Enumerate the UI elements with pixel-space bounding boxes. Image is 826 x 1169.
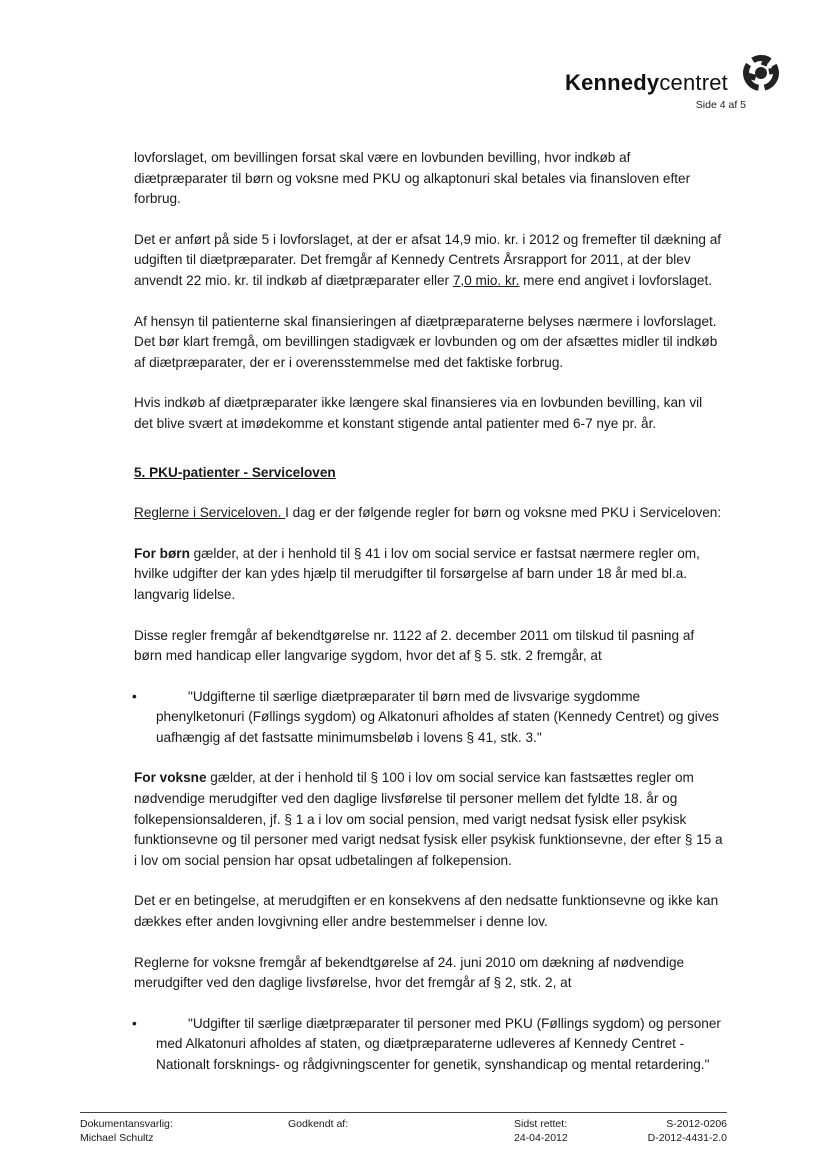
footer-last-edited [514,1117,568,1145]
kennedy-centret-logo-icon [740,52,782,94]
quote-text: "Udgifter til særlige diætpræparater til personer med PKU (Føllings sygdom) og personer med Alkatonuri afholdes af staten, og diætpræparaterne udleveres af Kennedy Centret - Nationalt forsknings- og rådgivningscenter for genetik, synshandicap og mental retardering." [156,1015,721,1072]
paragraph: Reglerne for voksne fremgår af bekendtgørelse af 24. juni 2010 om dækning af nødvendige merudgifter ved den daglige livsførelse, hvor det fremgår af § 2, stk. 2, at [134,954,685,991]
text-run: gælder, at der i henhold til § 100 i lov om social service kan fastsættes regler om nødvendige merudgifter ved den daglige livsførelse til personer mellem det fyldte 18. år og folkepensionsalderen, jf. § 1 a i lov om social pension, med varigt nedsat fysisk eller psykisk funktionsevne og til personer med varigt nedsat fysisk eller psykisk funktionsevne, der efter § 15 a i lov om social pension har opsat udbetalingen af folkepension. [134,770,723,868]
paragraph [134,544,724,606]
bullet-quote [134,1014,724,1076]
page-footer [80,1112,727,1144]
underlined-subheading: Reglerne i Serviceloven. [134,505,286,521]
text-run: mere end angivet i lovforslaget. [519,272,713,288]
footer-label: Dokumentansvarlig: [80,1118,173,1130]
bold-lead: For voksne [134,770,207,786]
bullet-quote [134,687,724,749]
paragraph: Disse regler fremgår af bekendtgørelse nr. 1122 af 2. december 2011 om tilskud til pasning af børn med handicap eller langvarige sygdom, hvor det af § 5. stk. 2 fremgår, at [134,627,695,664]
paragraph: Det er en betingelse, at merudgiften er en konsekvens af den nedsatte funktionsevne og ikke kan dækkes efter anden lovgivning eller andre bestemmelser i denne lov. [134,893,719,930]
bullet-icon: • [132,688,137,704]
page-header [486,52,786,132]
quote-text: "Udgifterne til særlige diætpræparater til børn med de livsvarige sygdomme phenylketonuri (Føllings sygdom) og Alkatonuri afholdes af staten (Kennedy Centret) og gives uafhængig af det fastsatte minimumsbeløb i lovens § 41, stk. 3." [156,688,719,745]
brand-name [565,70,728,96]
brand-name-bold: Kennedy [565,70,660,95]
text-run: gælder, at der i henhold til § 41 i lov om social service er fastsat nærmere regler om, hvilke udgifter der kan ydes hjælp til merudgifter til forsørgelse af barn under 18 år med bl.a. langvarig lidelse. [134,545,700,602]
footer-value: 24-04-2012 [514,1132,568,1144]
paragraph: Hvis indkøb af diætpræparater ikke længere skal finansieres via en lovbunden bevilling, kan vil det blive svært at imødekomme et konstant stigende antal patienter med 6-7 nye pr. år. [134,395,703,431]
section-heading: 5. PKU-patienter - Serviceloven [134,464,336,480]
page-number: Side 4 af 5 [695,99,746,111]
footer-responsible [80,1117,173,1145]
document-body [134,148,724,1096]
footer-value: S-2012-0206 [666,1118,727,1130]
paragraph: lovforslaget, om bevillingen forsat skal være en lovbunden bevilling, hvor indkøb af diætpræparater til børn og voksne med PKU og alkaptonuri skal betales via finansloven efter forbrug. [134,150,691,207]
footer-divider [80,1112,727,1113]
footer-value: Michael Schultz [80,1132,154,1144]
paragraph [134,503,724,524]
paragraph [134,768,724,871]
underlined-amount: 7,0 mio. kr. [452,272,520,288]
bold-lead: For børn [134,545,190,561]
text-run: Det er anført på side 5 i lovforslaget, at der er afsat 14,9 mio. kr. i 2012 og fremefter til dækning af udgiften til diætpræparater. Det fremgår af Kennedy Centrets Årsrapport for 2011, at der blev anvendt 22 mio. kr. til indkøb af diætpræparater eller [134,231,722,288]
paragraph [134,230,724,292]
bullet-icon: • [132,1015,137,1031]
footer-label: Sidst rettet: [514,1118,568,1130]
footer-doc-numbers [648,1117,727,1145]
brand-name-light: centret [659,70,728,95]
paragraph: Af hensyn til patienterne skal finansieringen af diætpræparaterne belyses nærmere i lovforslaget. Det bør klart fremgå, om bevillingen stadigvæk er lovbunden og om der afsættes midler til indkøb af diætpræparater, der er i overensstemmelse med det faktiske forbrug. [134,313,718,370]
footer-value: D-2012-4431-2.0 [647,1132,727,1144]
footer-approved [288,1117,348,1131]
footer-label: Godkendt af: [288,1118,349,1130]
text-run: I dag er der følgende regler for børn og voksne med PKU i Serviceloven: [285,505,722,521]
